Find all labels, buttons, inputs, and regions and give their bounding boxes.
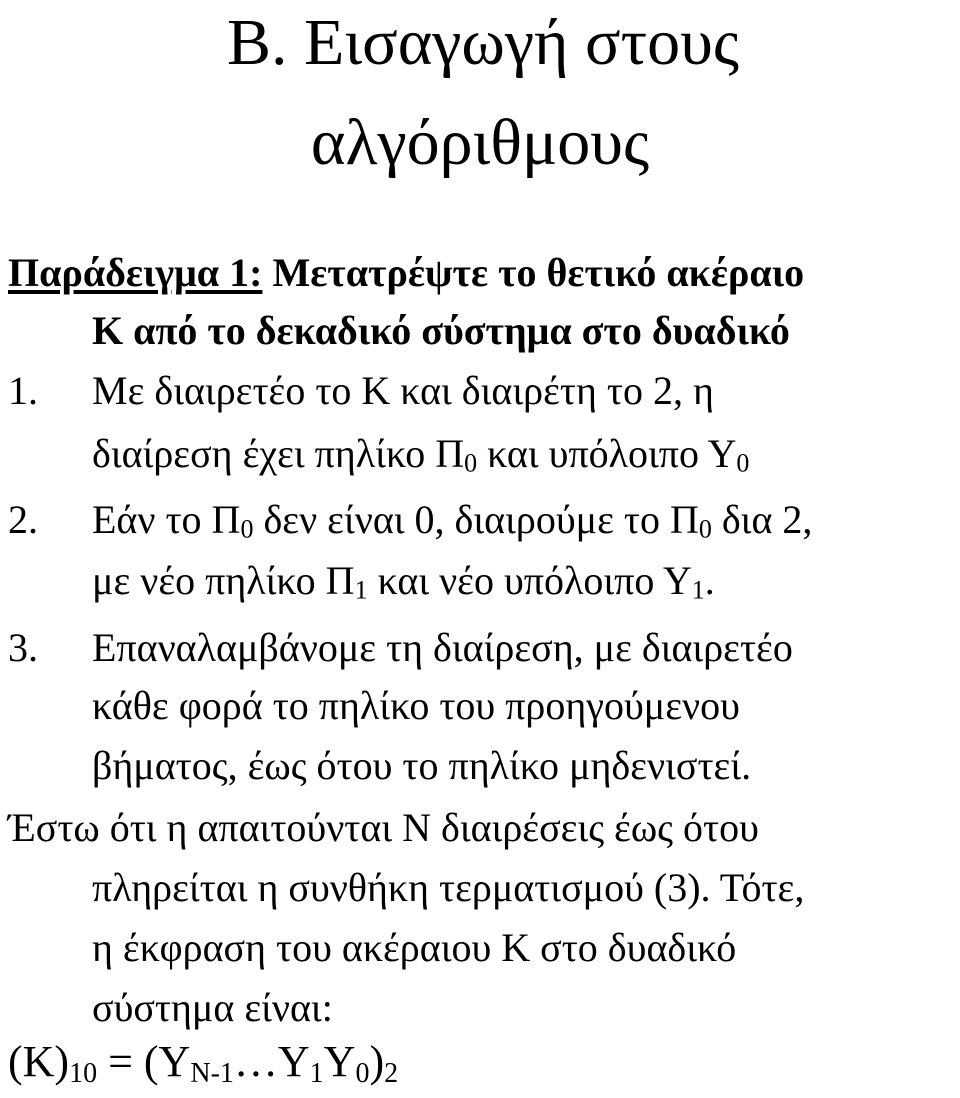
step-3-number: 3. bbox=[8, 625, 38, 670]
step-1-number: 1. bbox=[8, 368, 38, 413]
step-2-number: 2. bbox=[8, 497, 38, 542]
conclusion-line-3: η έκφραση του ακέραιου Κ στο δυαδικό bbox=[92, 925, 737, 970]
step-3-line-3: βήματος, έως ότου το πηλίκο μηδενιστεί. bbox=[92, 743, 752, 788]
step-1-line-1: Με διαιρετέο το Κ και διαιρέτη το 2, η bbox=[92, 368, 714, 413]
conclusion-line-2: πληρείται η συνθήκη τερματισμού (3). Τότε, bbox=[92, 865, 805, 910]
example-heading bbox=[8, 250, 805, 295]
step-2-line-1: Εάν το $\Pi_0$ δεν είναι 0, διαιρούμε το $\Pi_0$ δια 2, bbox=[92, 497, 813, 544]
step-1-line-2: διαίρεση έχει πηλίκο $\Pi_0$ και υπόλοιπο $\Upsilon_0$ bbox=[92, 431, 750, 478]
conclusion-line-1: Έστω ότι η απαιτούνται Ν διαιρέσεις έως ότου bbox=[8, 805, 759, 850]
example-label: Παράδειγμα 1: bbox=[8, 250, 263, 295]
step-3-line-1: Επαναλαμβάνομε τη διαίρεση, με διαιρετέο bbox=[92, 625, 793, 670]
step-3-line-2: κάθε φορά το πηλίκο του προηγούμενου bbox=[92, 683, 740, 728]
conclusion-line-4: σύστημα είναι: bbox=[92, 985, 333, 1030]
binary-formula: $(K)_{10}$ = $(\Upsilon_{N-1}\dots\Upsilon_1\Upsilon_0)_2$ bbox=[8, 1037, 399, 1090]
example-heading-line-2: Κ από το δεκαδικό σύστημα στο δυαδικό bbox=[92, 308, 790, 353]
page-title-line-1: Β. Εισαγωγή στους bbox=[227, 6, 739, 79]
step-2-line-2: με νέο πηλίκο $\Pi_1$ και νέο υπόλοιπο $\Upsilon_1$. bbox=[92, 558, 715, 605]
example-heading-text: Μετατρέψτε το θετικό ακέραιο bbox=[262, 250, 805, 295]
page-title-line-2: αλγόριθμους bbox=[310, 106, 650, 179]
